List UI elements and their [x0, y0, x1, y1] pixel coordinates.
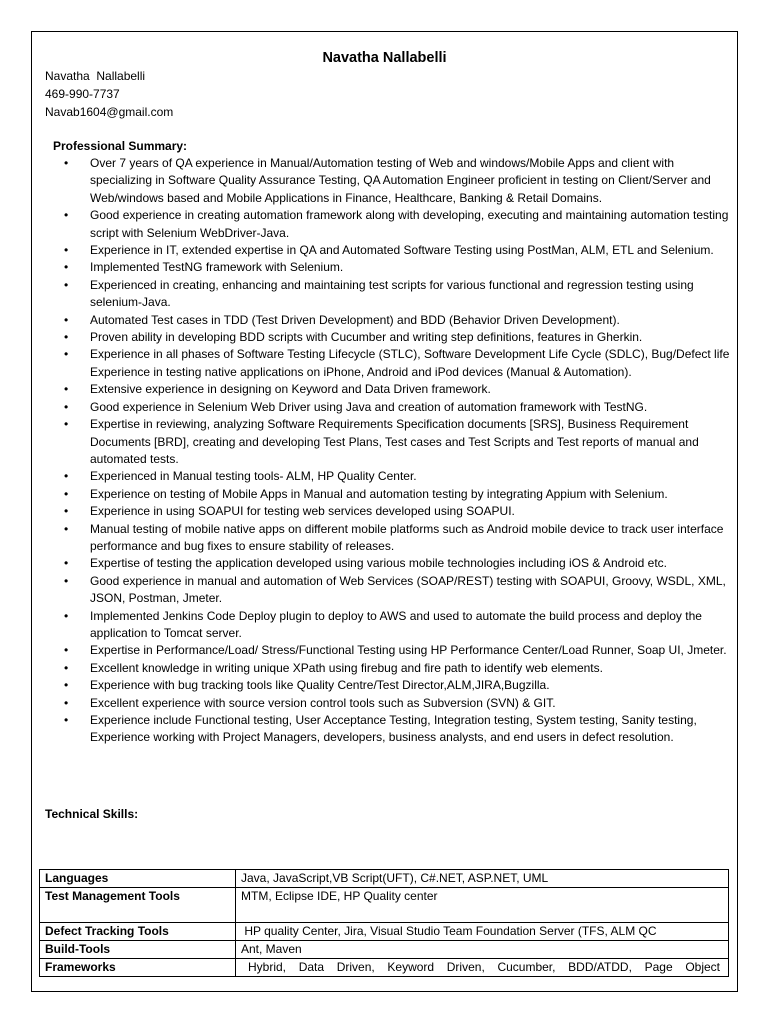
summary-item — [64, 242, 730, 259]
contact-email: Navab1604@gmail.com — [45, 105, 174, 119]
skills-row-languages — [40, 870, 729, 888]
summary-item-text: Experience with bug tracking tools like Quality Centre/Test Director,ALM,JIRA,Bugzilla. — [90, 678, 550, 693]
summary-item-text: Expertise in reviewing, analyzing Software Requirements Specification documents [SRS], Business Requirement Documents [BRD], creating and developing Test Plans, Test cases and Test Scripts and Test reports of manual and automated tests. — [90, 417, 699, 466]
summary-item-text: Expertise of testing the application developed using various mobile technologies including iOS & Android etc. — [90, 556, 668, 571]
bullet-icon: • — [64, 521, 69, 536]
bullet-icon: • — [64, 260, 69, 275]
contact-name: Navatha Nallabelli — [45, 69, 146, 83]
summary-item-text: Experience in IT, extended expertise in QA and Automated Software Testing using PostMan, ALM, ETL and Selenium. — [90, 243, 714, 258]
summary-item — [64, 555, 730, 572]
bullet-icon: • — [64, 156, 69, 170]
summary-item-text: Implemented Jenkins Code Deploy plugin to deploy to AWS and used to automate the build process and deploy the application to Tomcat server. — [90, 608, 702, 640]
bullet-icon: • — [64, 486, 69, 501]
contact-block — [45, 67, 173, 121]
summary-item-text: Experienced in creating, enhancing and maintaining test scripts for various functional and regression testing using selenium-Java. — [90, 277, 694, 310]
skills-row-value: Hybrid, Data Driven, Keyword Driven, Cucumber, BDD/ATDD, Page Object — [236, 959, 729, 977]
summary-item — [64, 573, 730, 608]
summary-item — [64, 312, 730, 329]
summary-item-text: Good experience in creating automation framework along with developing, executing and maintaining automation testing script with Selenium WebDriver-Java. — [90, 208, 729, 240]
summary-item — [64, 695, 730, 712]
summary-item — [64, 521, 730, 556]
summary-item — [64, 677, 730, 694]
summary-item — [64, 207, 730, 242]
bullet-icon: • — [64, 469, 69, 484]
skills-row-label: Languages — [40, 870, 236, 888]
skills-row-value: MTM, Eclipse IDE, HP Quality center — [236, 888, 729, 923]
bullet-icon: • — [64, 573, 69, 588]
skills-row-value: HP quality Center, Jira, Visual Studio Team Foundation Server (TFS, ALM QC — [236, 923, 729, 941]
bullet-icon: • — [64, 504, 69, 519]
skills-row-value: Java, JavaScript,VB Script(UFT), C#.NET, ASP.NET, UML — [236, 870, 729, 888]
summary-item-text: Excellent knowledge in writing unique XPath using firebug and fire path to identify web elements. — [90, 660, 603, 675]
bullet-icon: • — [64, 608, 69, 623]
technical-skills-heading: Technical Skills: — [45, 807, 139, 821]
bullet-icon: • — [64, 330, 69, 345]
summary-item-text: Experience include Functional testing, User Acceptance Testing, Integration testing, System testing, Sanity testing, Experience working with Project Managers, developers, business analysts, and end users in defect resolution. — [90, 713, 697, 745]
summary-item-text: Over 7 years of QA experience in Manual/Automation testing of Web and windows/Mobile Apps and client with specializing in Software Quality Assurance Testing, QA Automation Engineer proficient in testing on Client/Server and Web/windows based and Mobile Applications in Finance, Healthcare, Banking & Retail Domains. — [90, 156, 711, 205]
bullet-icon: • — [64, 277, 69, 292]
bullet-icon: • — [64, 382, 69, 397]
summary-item — [64, 608, 730, 643]
skills-row-label: Frameworks — [40, 959, 236, 977]
resume-title: Navatha Nallabelli — [322, 50, 447, 66]
professional-summary-heading: Professional Summary: — [53, 139, 188, 153]
summary-item-text: Extensive experience in designing on Keyword and Data Driven framework. — [90, 382, 491, 397]
bullet-icon: • — [64, 243, 69, 258]
bullet-icon: • — [64, 399, 69, 414]
summary-item-text: Good experience in Selenium Web Driver using Java and creation of automation framework with TestNG. — [90, 399, 648, 414]
summary-item-text: Experience on testing of Mobile Apps in Manual and automation testing by integrating Appium with Selenium. — [90, 486, 668, 501]
bullet-icon: • — [64, 660, 69, 675]
bullet-icon: • — [64, 347, 69, 362]
bullet-icon: • — [64, 312, 69, 327]
summary-item-text: Implemented TestNG framework with Selenium. — [90, 260, 344, 275]
skills-row-test-management-tools — [40, 888, 729, 923]
skills-row-build-tools — [40, 941, 729, 959]
summary-item — [64, 381, 730, 398]
summary-item — [64, 155, 730, 207]
skills-row-value: Ant, Maven — [236, 941, 729, 959]
bullet-icon: • — [64, 643, 69, 658]
summary-item-text: Experienced in Manual testing tools- ALM, HP Quality Center. — [90, 469, 417, 484]
bullet-icon: • — [64, 208, 69, 223]
summary-item-text: Good experience in manual and automation of Web Services (SOAP/REST) testing with SOAPUI, Groovy, WSDL, XML, JSON, Postman, Jmeter. — [90, 573, 726, 606]
skills-row-defect-tracking-tools — [40, 923, 729, 941]
summary-item-text: Manual testing of mobile native apps on different mobile platforms such as Android mobile device to track user interface performance and bug fixes to ensure stability of releases. — [90, 521, 724, 553]
summary-item — [64, 277, 730, 312]
summary-item-text: Experience in all phases of Software Testing Lifecycle (STLC), Software Development Life Cycle (SDLC), Bug/Defect life Experience in testing native applications on iPhone, Android and iPod devices (Manual & Automation). — [90, 347, 730, 379]
summary-item — [64, 329, 730, 346]
skills-row-label: Build-Tools — [40, 941, 236, 959]
bullet-icon: • — [64, 678, 69, 693]
bullet-icon: • — [64, 713, 69, 727]
summary-item — [64, 416, 730, 468]
summary-item — [64, 259, 730, 276]
summary-item — [64, 399, 730, 416]
summary-item — [64, 642, 730, 659]
bullet-icon: • — [64, 556, 69, 571]
skills-row-label: Test Management Tools — [40, 888, 236, 923]
summary-item-text: Expertise in Performance/Load/ Stress/Functional Testing using HP Performance Center/Load Runner, Soap UI, Jmeter. — [90, 643, 727, 658]
summary-item-text: Proven ability in developing BDD scripts with Cucumber and writing step definitions, features in Gherkin. — [90, 330, 643, 345]
summary-item — [64, 346, 730, 381]
summary-item — [64, 503, 730, 520]
bullet-icon: • — [64, 695, 69, 710]
professional-summary-list — [64, 155, 730, 747]
summary-item-text: Automated Test cases in TDD (Test Driven Development) and BDD (Behavior Driven Development). — [90, 312, 620, 327]
technical-skills-table — [39, 869, 729, 977]
summary-item — [64, 660, 730, 677]
summary-item — [64, 468, 730, 485]
summary-item — [64, 486, 730, 503]
skills-row-label: Defect Tracking Tools — [40, 923, 236, 941]
skills-row-frameworks — [40, 959, 729, 977]
summary-item — [64, 712, 730, 747]
summary-item-text: Excellent experience with source version control tools such as Subversion (SVN) & GIT. — [90, 695, 556, 710]
bullet-icon: • — [64, 417, 69, 432]
contact-phone: 469-990-7737 — [45, 87, 120, 101]
summary-item-text: Experience in using SOAPUI for testing web services developed using SOAPUI. — [90, 504, 515, 519]
